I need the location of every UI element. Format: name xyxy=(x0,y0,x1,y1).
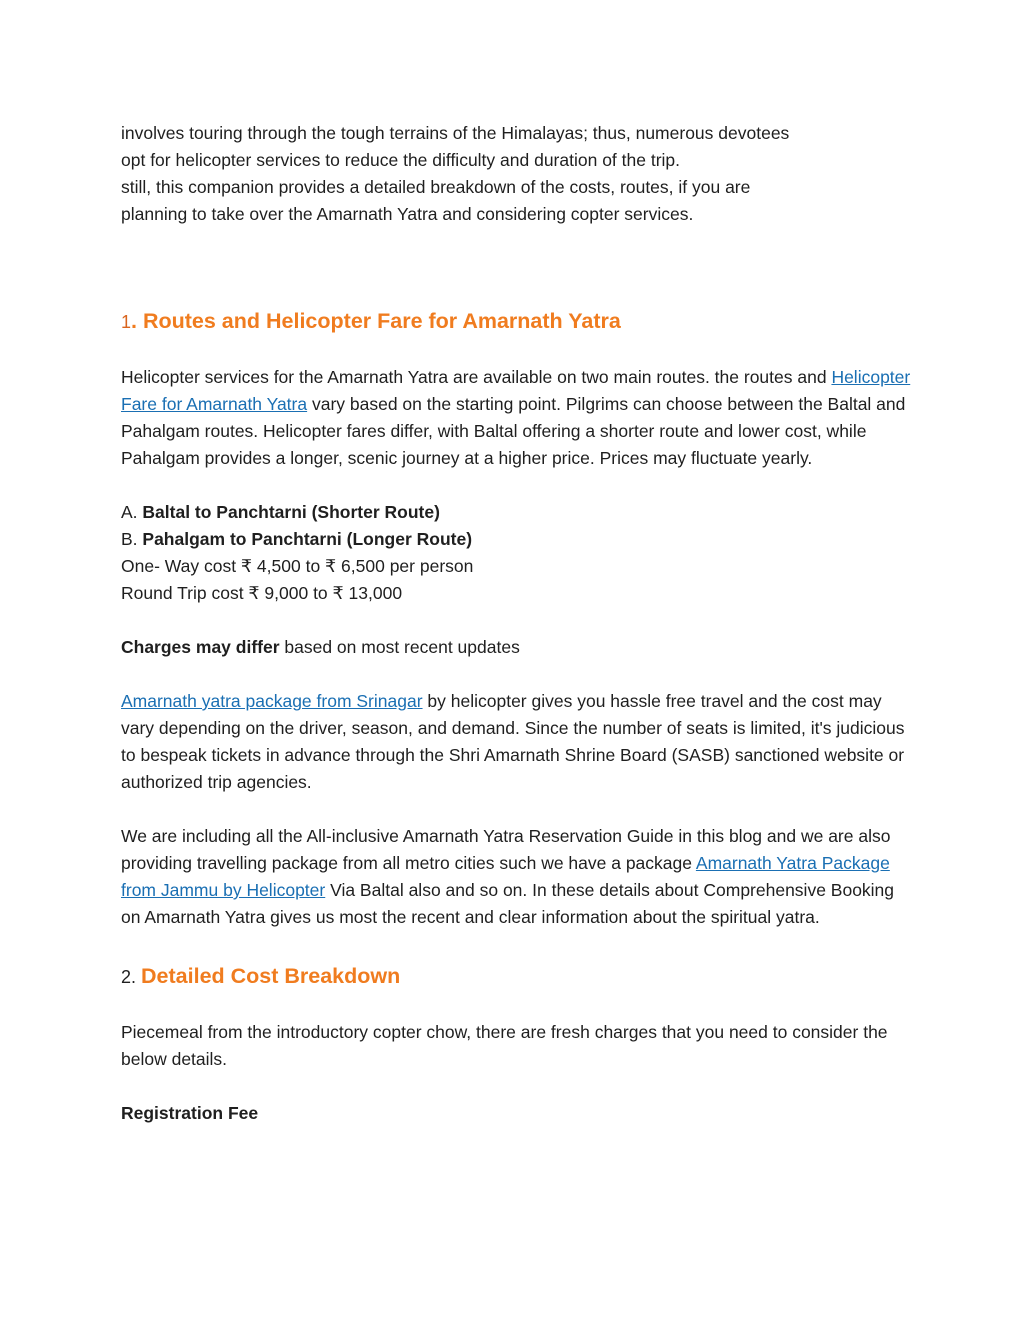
guide-text: We are including all the All-inclusive Amarnath Yatra Reservation Guide in this blog and we are also providing travelling package from all metro cities such we have a package xyxy=(121,826,891,873)
srinagar-paragraph xyxy=(121,688,911,796)
section-1-heading xyxy=(121,303,911,338)
registration-fee-label: Registration Fee xyxy=(121,1103,259,1123)
cost-breakdown-paragraph: Piecemeal from the introductory copter chow, there are fresh charges that you need to consider the below details. xyxy=(121,1022,888,1069)
intro-line: opt for helicopter services to reduce the difficulty and duration of the trip. xyxy=(121,150,681,170)
routes-paragraph xyxy=(121,364,911,472)
route-a-prefix: A. xyxy=(121,502,143,522)
routes-text-rest: vary based on the starting point. Pilgrims can choose between the Baltal and Pahalgam routes. Helicopter fares differ, with Baltal offering a shorter route and lower cost, while Pahalgam provides a longer, scenic journey at a higher price. Prices may fluctuate yearly. xyxy=(121,394,906,468)
srinagar-text: by helicopter gives you hassle free travel and the cost may vary depending on the driver, season, and demand. Since the number of seats is limited, it's judicious to bespeak tickets in advance through the Shri Amarnath Shrine Board (SASB) sanctioned website or authorized trip agencies. xyxy=(121,691,905,792)
helicopter-fare-link[interactable]: Helicopter Fare for Amarnath Yatra xyxy=(121,367,911,414)
srinagar-package-link[interactable]: Amarnath yatra package from Srinagar xyxy=(121,691,423,711)
charges-rest: based on most recent updates xyxy=(279,637,520,657)
route-b-prefix: B. xyxy=(121,529,143,549)
guide-paragraph xyxy=(121,823,911,931)
section-2-heading xyxy=(121,958,911,993)
routes-text: Helicopter services for the Amarnath Yatra are available on two main routes. the routes and xyxy=(121,367,832,387)
charges-bold: Charges may differ xyxy=(121,637,280,657)
section-2-title: Detailed Cost Breakdown xyxy=(141,964,401,988)
round-trip-cost: Round Trip cost ₹ 9,000 to ₹ 13,000 xyxy=(121,583,403,603)
guide-text-rest: Via Baltal also and so on. In these details about Comprehensive Booking on Amarnath Yatra gives us most the recent and clear information about the spiritual yatra. xyxy=(121,880,895,927)
one-way-cost: One- Way cost ₹ 4,500 to ₹ 6,500 per person xyxy=(121,556,474,576)
route-list xyxy=(121,499,911,607)
jammu-package-link[interactable]: Amarnath Yatra Package from Jammu by Helicopter xyxy=(121,853,890,900)
intro-line: still, this companion provides a detailed breakdown of the costs, routes, if you are xyxy=(121,177,751,197)
section-1-title: . Routes and Helicopter Fare for Amarnath Yatra xyxy=(131,309,621,333)
section-1-number: 1 xyxy=(121,312,132,332)
route-a: Baltal to Panchtarni (Shorter Route) xyxy=(142,502,440,522)
route-b: Pahalgam to Panchtarni (Longer Route) xyxy=(142,529,473,549)
registration-fee-heading xyxy=(121,1100,911,1127)
intro-line: planning to take over the Amarnath Yatra and considering copter services. xyxy=(121,204,694,224)
charges-note xyxy=(121,634,911,661)
document-page xyxy=(121,120,911,1127)
intro-paragraph xyxy=(121,120,911,228)
section-2-number: 2. xyxy=(121,967,142,987)
intro-line: involves touring through the tough terrains of the Himalayas; thus, numerous devotees xyxy=(121,123,790,143)
